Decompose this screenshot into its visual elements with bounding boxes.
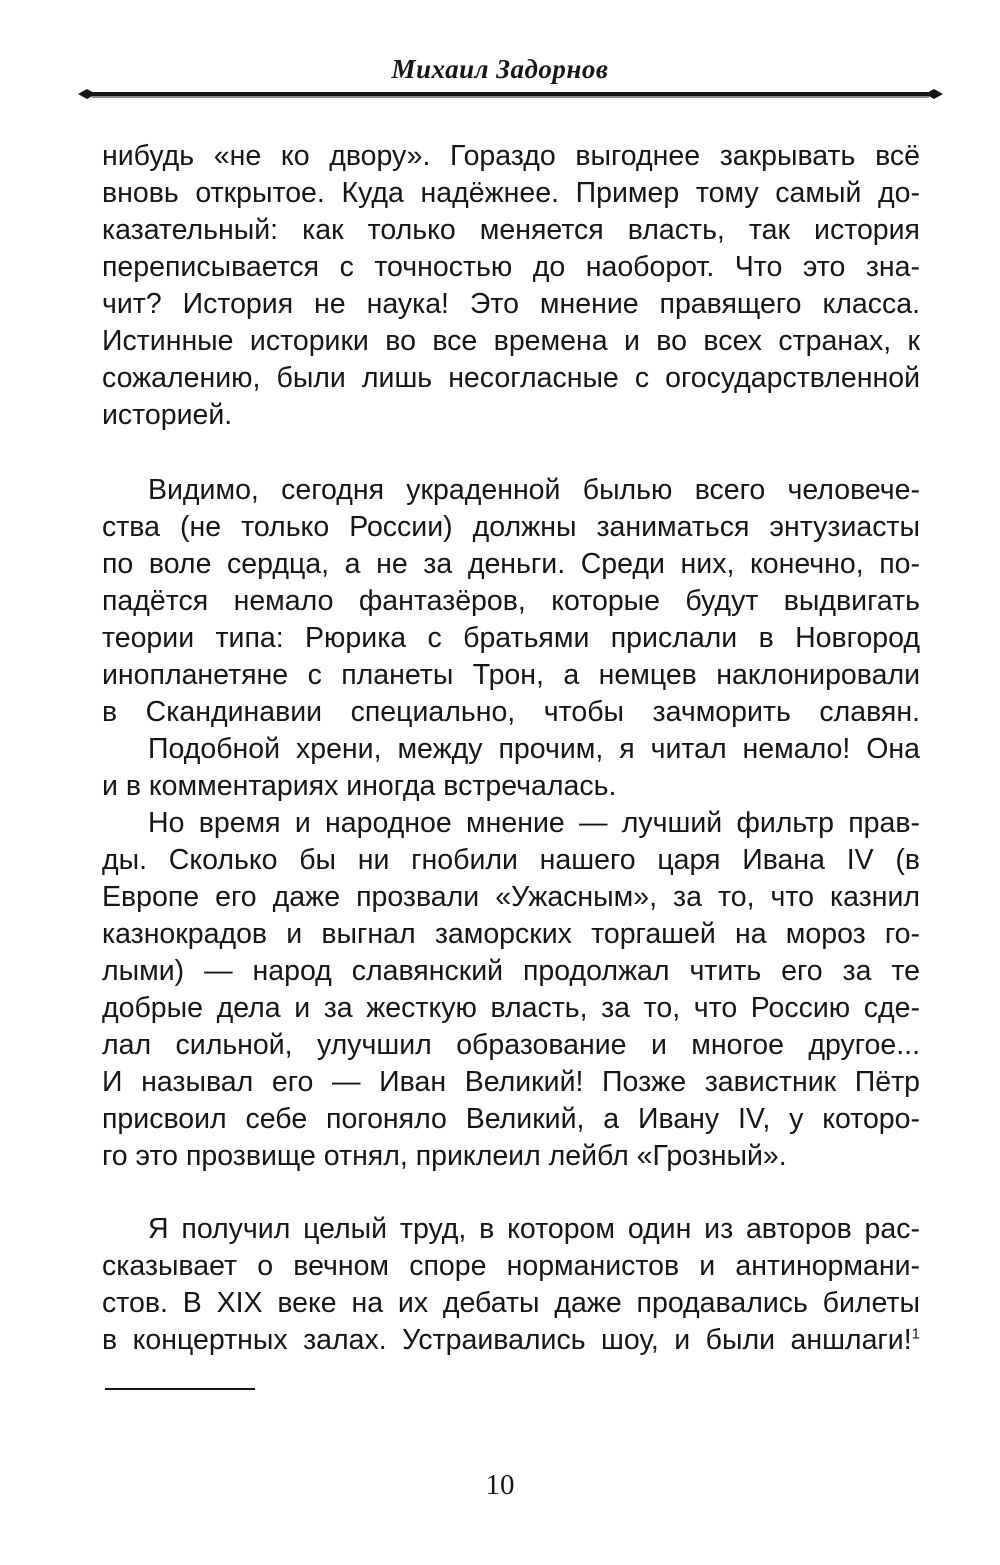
paragraph-5 bbox=[102, 1211, 920, 1359]
text-line: и в комментариях иногда встречалась. bbox=[102, 770, 617, 802]
text-line: по воле сердца, а не за деньги. Среди них, конечно, по- bbox=[102, 548, 920, 580]
text-line: лыми) — народ славянский продолжал чтить его за те bbox=[102, 955, 920, 987]
text-line: Истинные историки во все времена и во всех странах, к bbox=[102, 325, 920, 357]
text-line: Подобной хрени, между прочим, я читал немало! Она bbox=[148, 733, 920, 765]
text-line: го это прозвище отнял, приклеил лейбл «Грозный». bbox=[102, 1140, 787, 1172]
text-line-with-footnote bbox=[102, 1322, 920, 1359]
text-line: переписывается с точностью до наоборот. Что это зна- bbox=[102, 251, 920, 283]
text-line: казнокрадов и выгнал заморских торгашей на мороз го- bbox=[102, 918, 920, 950]
text-line: чит? История не наука! Это мнение правящего класса. bbox=[102, 288, 920, 320]
text-line: падётся немало фантазёров, которые будут выдвигать bbox=[102, 585, 920, 617]
text-line: добрые дела и за жесткую власть, за то, что Россию сде- bbox=[102, 992, 920, 1024]
text-line: Европе его даже прозвали «Ужасным», за то, что казнил bbox=[102, 881, 920, 913]
text-line: вновь открытое. Куда надёжнее. Пример тому самый до- bbox=[102, 177, 920, 209]
paragraphs-2-4 bbox=[102, 472, 920, 1175]
text-line: сожалению, были лишь несогласные с огосударствленной bbox=[102, 362, 920, 394]
text-line: сказывает о вечном споре норманистов и антинормани- bbox=[102, 1250, 920, 1282]
running-header-author: Михаил Задорнов bbox=[391, 54, 609, 84]
footnote-reference[interactable]: 1 bbox=[911, 1325, 920, 1343]
text-line: в Скандинавии специально, чтобы зачморить славян. bbox=[102, 696, 920, 728]
text-line: И называл его — Иван Великий! Позже завистник Пётр bbox=[102, 1066, 920, 1098]
text-line: нибудь «не ко двору». Гораздо выгоднее закрывать всё bbox=[102, 140, 920, 172]
footnote-separator bbox=[105, 1388, 255, 1390]
text-line: присвоил себе погоняло Великий, а Ивану IV, у которо- bbox=[102, 1103, 920, 1135]
text-line: ства (не только России) должны заниматься энтузиасты bbox=[102, 511, 920, 543]
text-line: ды. Сколько бы ни гнобили нашего царя Ивана IV (в bbox=[102, 844, 920, 876]
text-line: стов. В XIX веке на их дебаты даже продавались билеты bbox=[102, 1287, 920, 1319]
header-ornamental-rule bbox=[78, 84, 943, 104]
text-line: Я получил целый труд, в котором один из авторов рас- bbox=[148, 1213, 920, 1245]
page-number: 10 bbox=[485, 1469, 515, 1501]
text-line: теории типа: Рюрика с братьями прислали в Новгород bbox=[102, 622, 920, 654]
text-line: Но время и народное мнение — лучший фильтр прав- bbox=[148, 807, 920, 839]
text-line: Видимо, сегодня украденной былью всего человече- bbox=[148, 474, 920, 506]
text-line: инопланетяне с планеты Трон, а немцев наклонировали bbox=[102, 659, 920, 691]
text-line: казательный: как только меняется власть, так история bbox=[102, 214, 920, 246]
text-line: лал сильной, улучшил образование и многое другое... bbox=[102, 1029, 920, 1061]
text-line: историей. bbox=[102, 399, 233, 431]
paragraph-1 bbox=[102, 138, 920, 434]
text-line: в концертных залах. Устраивались шоу, и были аншлаги! bbox=[102, 1324, 912, 1356]
